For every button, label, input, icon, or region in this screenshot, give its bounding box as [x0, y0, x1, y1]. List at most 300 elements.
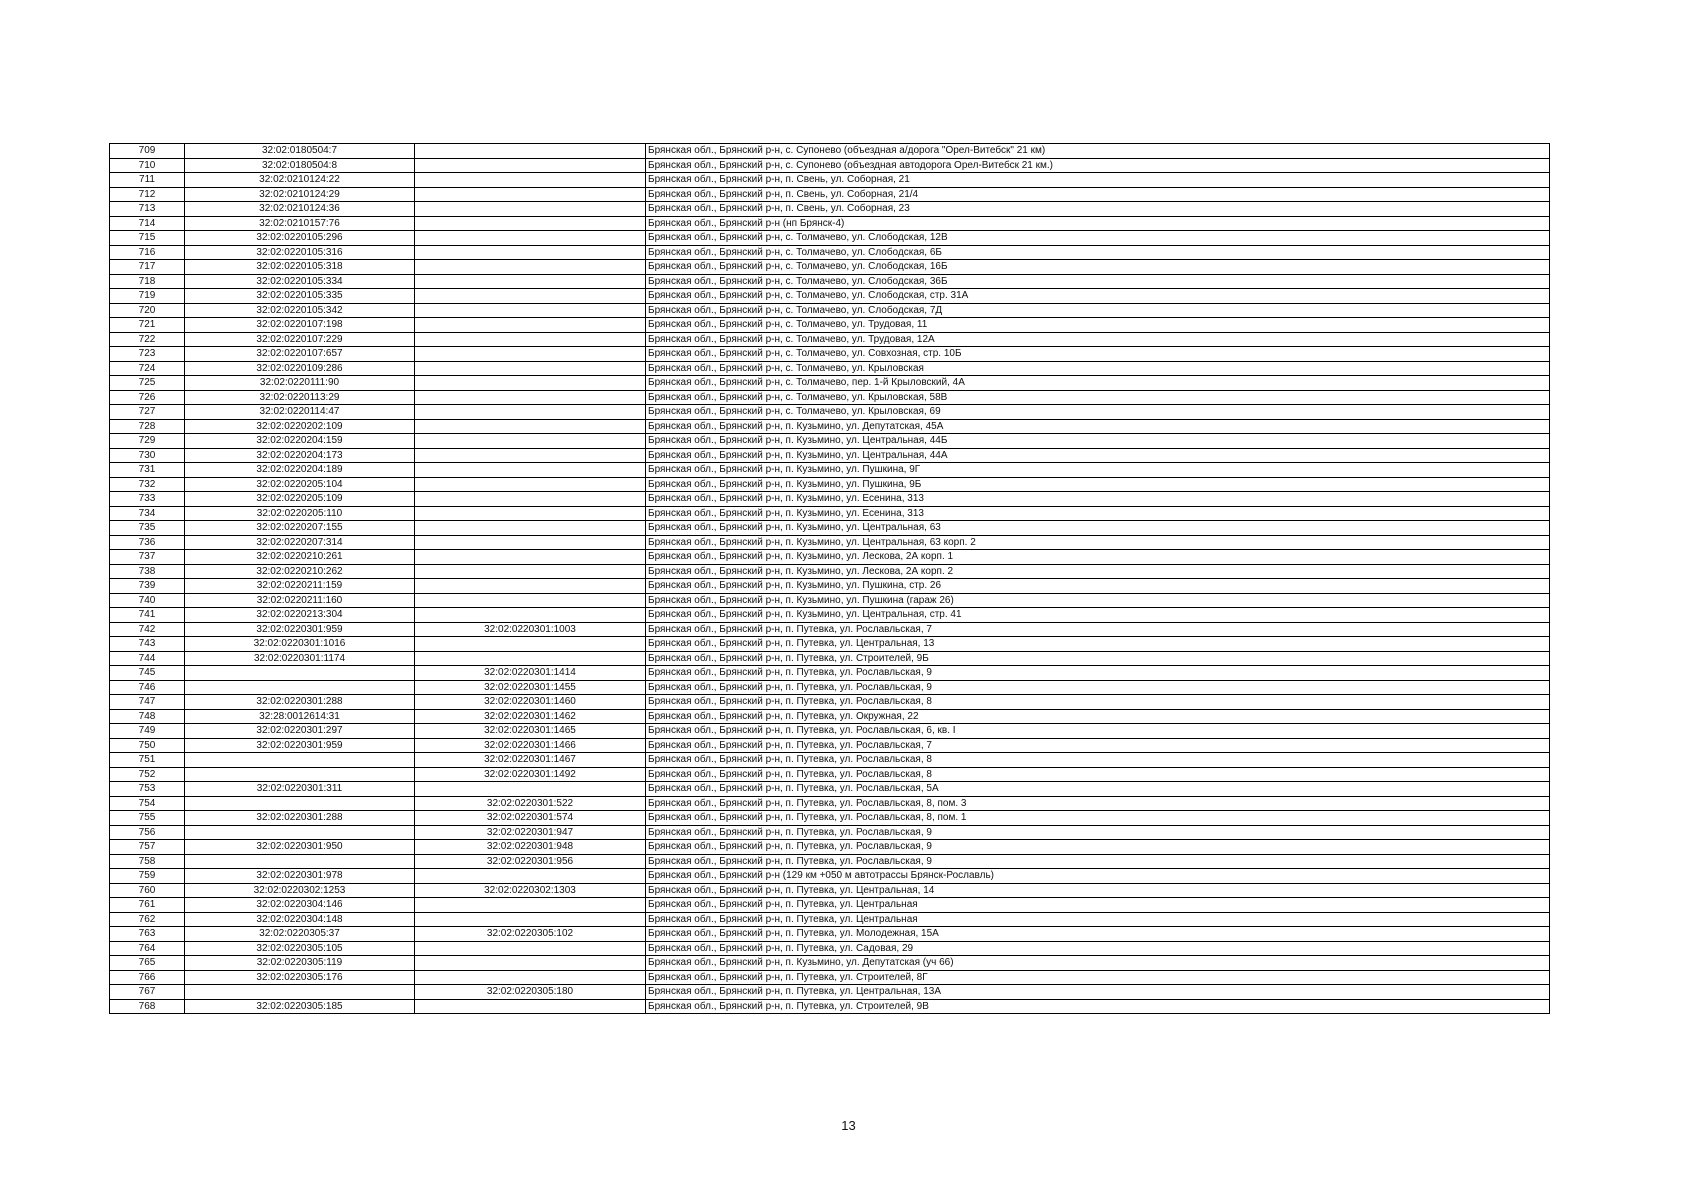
object-number-cell — [415, 448, 646, 463]
cadastral-number-cell: 32:02:0220301:959 — [185, 738, 415, 753]
address-cell: Брянская обл., Брянский р-н, с. Толмачево, ул. Крыловская, 58В — [646, 390, 1550, 405]
table-row — [110, 796, 1550, 811]
row-number-cell: 747 — [110, 695, 185, 710]
row-number-cell: 754 — [110, 796, 185, 811]
object-number-cell — [415, 173, 646, 188]
row-number-cell: 722 — [110, 332, 185, 347]
table-row — [110, 390, 1550, 405]
address-cell: Брянская обл., Брянский р-н, п. Путевка, ул. Рославльская, 9 — [646, 666, 1550, 681]
table-row — [110, 231, 1550, 246]
cadastral-number-cell: 32:02:0220205:109 — [185, 492, 415, 507]
address-cell: Брянская обл., Брянский р-н, п. Кузьмино, ул. Пушкина, 9Б — [646, 477, 1550, 492]
row-number-cell: 728 — [110, 419, 185, 434]
address-cell: Брянская обл., Брянский р-н, с. Толмачево, ул. Трудовая, 12А — [646, 332, 1550, 347]
cadastral-number-cell — [185, 666, 415, 681]
cadastral-number-cell: 32:02:0220210:261 — [185, 550, 415, 565]
address-cell: Брянская обл., Брянский р-н, п. Кузьмино, ул. Лескова, 2А корп. 1 — [646, 550, 1550, 565]
row-number-cell: 726 — [110, 390, 185, 405]
table-row — [110, 622, 1550, 637]
table-row — [110, 782, 1550, 797]
address-cell: Брянская обл., Брянский р-н, п. Кузьмино, ул. Пушкина (гараж 26) — [646, 593, 1550, 608]
object-number-cell: 32:02:0220301:1462 — [415, 709, 646, 724]
address-cell: Брянская обл., Брянский р-н, п. Путевка, ул. Садовая, 29 — [646, 941, 1550, 956]
address-cell: Брянская обл., Брянский р-н, п. Кузьмино, ул. Лескова, 2А корп. 2 — [646, 564, 1550, 579]
address-cell: Брянская обл., Брянский р-н, п. Кузьмино, ул. Пушкина, стр. 26 — [646, 579, 1550, 594]
cadastral-number-cell: 32:02:0220301:950 — [185, 840, 415, 855]
address-cell: Брянская обл., Брянский р-н, п. Путевка, ул. Центральная — [646, 912, 1550, 927]
table-row — [110, 680, 1550, 695]
row-number-cell: 736 — [110, 535, 185, 550]
row-number-cell: 746 — [110, 680, 185, 695]
row-number-cell: 749 — [110, 724, 185, 739]
table-row — [110, 593, 1550, 608]
object-number-cell: 32:02:0220301:1467 — [415, 753, 646, 768]
table-row — [110, 651, 1550, 666]
table-row — [110, 767, 1550, 782]
row-number-cell: 755 — [110, 811, 185, 826]
table-row — [110, 173, 1550, 188]
table-row — [110, 738, 1550, 753]
table-row — [110, 825, 1550, 840]
cadastral-number-cell: 32:02:0220205:104 — [185, 477, 415, 492]
cadastral-number-cell: 32:02:0220207:314 — [185, 535, 415, 550]
row-number-cell: 750 — [110, 738, 185, 753]
cadastral-number-cell — [185, 796, 415, 811]
table-row — [110, 999, 1550, 1014]
table-row — [110, 883, 1550, 898]
object-number-cell — [415, 434, 646, 449]
row-number-cell: 759 — [110, 869, 185, 884]
row-number-cell: 748 — [110, 709, 185, 724]
object-number-cell — [415, 782, 646, 797]
object-number-cell: 32:02:0220301:1492 — [415, 767, 646, 782]
cadastral-number-cell — [185, 767, 415, 782]
object-number-cell — [415, 970, 646, 985]
row-number-cell: 725 — [110, 376, 185, 391]
table-row — [110, 303, 1550, 318]
row-number-cell: 745 — [110, 666, 185, 681]
table-row — [110, 912, 1550, 927]
table-row — [110, 550, 1550, 565]
row-number-cell: 714 — [110, 216, 185, 231]
row-number-cell: 715 — [110, 231, 185, 246]
address-cell: Брянская обл., Брянский р-н, п. Путевка, ул. Строителей, 9Б — [646, 651, 1550, 666]
cadastral-number-cell: 32:02:0220105:342 — [185, 303, 415, 318]
cadastral-number-cell: 32:02:0220301:978 — [185, 869, 415, 884]
address-cell: Брянская обл., Брянский р-н, п. Кузьмино, ул. Центральная, 44А — [646, 448, 1550, 463]
object-number-cell — [415, 593, 646, 608]
object-number-cell — [415, 289, 646, 304]
cadastral-number-cell: 32:02:0220107:198 — [185, 318, 415, 333]
table-row — [110, 260, 1550, 275]
table-row — [110, 274, 1550, 289]
table-row — [110, 869, 1550, 884]
address-cell: Брянская обл., Брянский р-н, п. Путевка, ул. Рославльская, 6, кв. I — [646, 724, 1550, 739]
row-number-cell: 734 — [110, 506, 185, 521]
address-cell: Брянская обл., Брянский р-н, п. Кузьмино, ул. Депутатская (уч 66) — [646, 956, 1550, 971]
object-number-cell: 32:02:0220301:1003 — [415, 622, 646, 637]
cadastral-number-cell: 32:02:0220204:159 — [185, 434, 415, 449]
address-cell: Брянская обл., Брянский р-н, п. Кузьмино, ул. Есенина, 313 — [646, 492, 1550, 507]
table-row — [110, 187, 1550, 202]
row-number-cell: 766 — [110, 970, 185, 985]
address-cell: Брянская обл., Брянский р-н, п. Кузьмино, ул. Центральная, 63 — [646, 521, 1550, 536]
object-number-cell — [415, 492, 646, 507]
table-row — [110, 666, 1550, 681]
table-row — [110, 463, 1550, 478]
cadastral-number-cell: 32:02:0220301:288 — [185, 811, 415, 826]
row-number-cell: 741 — [110, 608, 185, 623]
address-cell: Брянская обл., Брянский р-н, с. Толмачево, ул. Слободская, 6Б — [646, 245, 1550, 260]
address-cell: Брянская обл., Брянский р-н, п. Путевка, ул. Центральная, 14 — [646, 883, 1550, 898]
cadastral-number-cell: 32:02:0220107:229 — [185, 332, 415, 347]
cadastral-number-cell: 32:02:0220109:286 — [185, 361, 415, 376]
table-row — [110, 405, 1550, 420]
cadastral-number-cell — [185, 680, 415, 695]
address-cell: Брянская обл., Брянский р-н, п. Кузьмино, ул. Центральная, стр. 41 — [646, 608, 1550, 623]
row-number-cell: 729 — [110, 434, 185, 449]
cadastral-number-cell: 32:28:0012614:31 — [185, 709, 415, 724]
table-row — [110, 419, 1550, 434]
address-cell: Брянская обл., Брянский р-н, с. Толмачево, ул. Слободская, 16Б — [646, 260, 1550, 275]
row-number-cell: 732 — [110, 477, 185, 492]
table-row — [110, 448, 1550, 463]
address-cell: Брянская обл., Брянский р-н, п. Путевка, ул. Молодежная, 15А — [646, 927, 1550, 942]
cadastral-number-cell: 32:02:0220301:1016 — [185, 637, 415, 652]
object-number-cell — [415, 550, 646, 565]
object-number-cell — [415, 608, 646, 623]
cadastral-number-cell: 32:02:0220114:47 — [185, 405, 415, 420]
object-number-cell: 32:02:0220302:1303 — [415, 883, 646, 898]
address-cell: Брянская обл., Брянский р-н, п. Путевка, ул. Строителей, 9В — [646, 999, 1550, 1014]
cadastral-number-cell: 32:02:0220105:318 — [185, 260, 415, 275]
address-cell: Брянская обл., Брянский р-н, п. Путевка, ул. Рославльская, 7 — [646, 738, 1550, 753]
object-number-cell — [415, 390, 646, 405]
object-number-cell — [415, 637, 646, 652]
table-row — [110, 695, 1550, 710]
table-row — [110, 506, 1550, 521]
address-cell: Брянская обл., Брянский р-н, п. Путевка, ул. Рославльская, 9 — [646, 680, 1550, 695]
object-number-cell: 32:02:0220301:1455 — [415, 680, 646, 695]
address-cell: Брянская обл., Брянский р-н, п. Путевка, ул. Рославльская, 9 — [646, 854, 1550, 869]
address-cell: Брянская обл., Брянский р-н, п. Путевка, ул. Центральная, 13А — [646, 985, 1550, 1000]
table-row — [110, 477, 1550, 492]
row-number-cell: 718 — [110, 274, 185, 289]
address-cell: Брянская обл., Брянский р-н, п. Путевка, ул. Рославльская, 8 — [646, 695, 1550, 710]
object-number-cell — [415, 202, 646, 217]
table-row — [110, 970, 1550, 985]
object-number-cell — [415, 419, 646, 434]
cadastral-number-cell: 32:02:0220301:297 — [185, 724, 415, 739]
row-number-cell: 727 — [110, 405, 185, 420]
object-number-cell — [415, 463, 646, 478]
page-number: 13 — [841, 1118, 856, 1133]
object-number-cell: 32:02:0220301:1460 — [415, 695, 646, 710]
cadastral-number-cell: 32:02:0220305:119 — [185, 956, 415, 971]
table-row — [110, 985, 1550, 1000]
address-cell: Брянская обл., Брянский р-н, п. Путевка, ул. Центральная — [646, 898, 1550, 913]
address-cell: Брянская обл., Брянский р-н, п. Путевка, ул. Рославльская, 7 — [646, 622, 1550, 637]
row-number-cell: 713 — [110, 202, 185, 217]
row-number-cell: 768 — [110, 999, 185, 1014]
cadastral-number-cell: 32:02:0220211:160 — [185, 593, 415, 608]
table-row — [110, 245, 1550, 260]
row-number-cell: 743 — [110, 637, 185, 652]
cadastral-number-cell: 32:02:0220202:109 — [185, 419, 415, 434]
object-number-cell — [415, 564, 646, 579]
cadastral-number-cell — [185, 854, 415, 869]
cadastral-number-cell: 32:02:0210124:22 — [185, 173, 415, 188]
cadastral-number-cell: 32:02:0210124:29 — [185, 187, 415, 202]
address-cell: Брянская обл., Брянский р-н, п. Кузьмино, ул. Центральная, 63 корп. 2 — [646, 535, 1550, 550]
object-number-cell — [415, 477, 646, 492]
address-cell: Брянская обл., Брянский р-н, с. Толмачево, ул. Слободская, 7Д — [646, 303, 1550, 318]
cadastral-number-cell: 32:02:0220204:173 — [185, 448, 415, 463]
object-number-cell: 32:02:0220301:1414 — [415, 666, 646, 681]
cadastral-number-cell: 32:02:0220105:335 — [185, 289, 415, 304]
row-number-cell: 721 — [110, 318, 185, 333]
object-number-cell — [415, 303, 646, 318]
table-row — [110, 956, 1550, 971]
cadastral-number-cell: 32:02:0220305:176 — [185, 970, 415, 985]
cadastral-number-cell: 32:02:0220107:657 — [185, 347, 415, 362]
cadastral-number-cell: 32:02:0220204:189 — [185, 463, 415, 478]
row-number-cell: 711 — [110, 173, 185, 188]
row-number-cell: 735 — [110, 521, 185, 536]
address-cell: Брянская обл., Брянский р-н, п. Путевка, ул. Рославльская, 8, пом. 3 — [646, 796, 1550, 811]
table-row — [110, 724, 1550, 739]
cadastral-table — [109, 143, 1550, 1014]
cadastral-number-cell: 32:02:0210157:76 — [185, 216, 415, 231]
row-number-cell: 753 — [110, 782, 185, 797]
address-cell: Брянская обл., Брянский р-н, п. Путевка, ул. Центральная, 13 — [646, 637, 1550, 652]
row-number-cell: 737 — [110, 550, 185, 565]
object-number-cell — [415, 912, 646, 927]
cadastral-number-cell: 32:02:0220305:37 — [185, 927, 415, 942]
cadastral-number-cell — [185, 985, 415, 1000]
object-number-cell — [415, 506, 646, 521]
address-cell: Брянская обл., Брянский р-н, п. Путевка, ул. Рославльская, 5А — [646, 782, 1550, 797]
row-number-cell: 767 — [110, 985, 185, 1000]
cadastral-number-cell: 32:02:0220305:105 — [185, 941, 415, 956]
address-cell: Брянская обл., Брянский р-н (нп Брянск-4) — [646, 216, 1550, 231]
cadastral-number-cell: 32:02:0220105:334 — [185, 274, 415, 289]
cadastral-number-cell: 32:02:0220301:288 — [185, 695, 415, 710]
row-number-cell: 723 — [110, 347, 185, 362]
cadastral-number-cell — [185, 753, 415, 768]
table-row — [110, 347, 1550, 362]
object-number-cell — [415, 535, 646, 550]
address-cell: Брянская обл., Брянский р-н, с. Толмачево, ул. Слободская, 12В — [646, 231, 1550, 246]
address-cell: Брянская обл., Брянский р-н, п. Путевка, ул. Рославльская, 8 — [646, 753, 1550, 768]
object-number-cell — [415, 216, 646, 231]
table-row — [110, 376, 1550, 391]
object-number-cell — [415, 231, 646, 246]
table-row — [110, 434, 1550, 449]
table-row — [110, 811, 1550, 826]
object-number-cell — [415, 347, 646, 362]
address-cell: Брянская обл., Брянский р-н, п. Путевка, ул. Окружная, 22 — [646, 709, 1550, 724]
cadastral-number-cell: 32:02:0180504:7 — [185, 144, 415, 159]
address-cell: Брянская обл., Брянский р-н, с. Супонево (объездная автодорога Орел-Витебск 21 км.) — [646, 158, 1550, 173]
table-row — [110, 158, 1550, 173]
table-row — [110, 318, 1550, 333]
object-number-cell: 32:02:0220301:1465 — [415, 724, 646, 739]
object-number-cell: 32:02:0220305:102 — [415, 927, 646, 942]
row-number-cell: 739 — [110, 579, 185, 594]
object-number-cell — [415, 318, 646, 333]
object-number-cell — [415, 376, 646, 391]
address-cell: Брянская обл., Брянский р-н, п. Путевка, ул. Рославльская, 8, пом. 1 — [646, 811, 1550, 826]
row-number-cell: 730 — [110, 448, 185, 463]
row-number-cell: 712 — [110, 187, 185, 202]
table-row — [110, 535, 1550, 550]
object-number-cell: 32:02:0220301:1466 — [415, 738, 646, 753]
table-body — [110, 144, 1550, 1014]
table-row — [110, 361, 1550, 376]
cadastral-number-cell: 32:02:0220205:110 — [185, 506, 415, 521]
address-cell: Брянская обл., Брянский р-н, п. Свень, ул. Соборная, 21 — [646, 173, 1550, 188]
address-cell: Брянская обл., Брянский р-н, п. Кузьмино, ул. Есенина, 313 — [646, 506, 1550, 521]
object-number-cell — [415, 332, 646, 347]
row-number-cell: 763 — [110, 927, 185, 942]
address-cell: Брянская обл., Брянский р-н, п. Путевка, ул. Строителей, 8Г — [646, 970, 1550, 985]
cadastral-number-cell: 32:02:0220113:29 — [185, 390, 415, 405]
row-number-cell: 710 — [110, 158, 185, 173]
cadastral-number-cell: 32:02:0220105:296 — [185, 231, 415, 246]
table-row — [110, 202, 1550, 217]
row-number-cell: 724 — [110, 361, 185, 376]
table-row — [110, 144, 1550, 159]
address-cell: Брянская обл., Брянский р-н, п. Путевка, ул. Рославльская, 9 — [646, 825, 1550, 840]
row-number-cell: 719 — [110, 289, 185, 304]
cadastral-number-cell: 32:02:0220304:146 — [185, 898, 415, 913]
table-row — [110, 709, 1550, 724]
object-number-cell — [415, 999, 646, 1014]
object-number-cell — [415, 260, 646, 275]
object-number-cell — [415, 405, 646, 420]
row-number-cell: 740 — [110, 593, 185, 608]
address-cell: Брянская обл., Брянский р-н, с. Супонево (объездная а/дорога "Орел-Витебск" 21 км) — [646, 144, 1550, 159]
row-number-cell: 709 — [110, 144, 185, 159]
object-number-cell — [415, 579, 646, 594]
object-number-cell: 32:02:0220301:948 — [415, 840, 646, 855]
row-number-cell: 764 — [110, 941, 185, 956]
object-number-cell — [415, 245, 646, 260]
cadastral-number-cell: 32:02:0220210:262 — [185, 564, 415, 579]
cadastral-number-cell: 32:02:0220111:90 — [185, 376, 415, 391]
cadastral-number-cell: 32:02:0220105:316 — [185, 245, 415, 260]
table-row — [110, 941, 1550, 956]
row-number-cell: 758 — [110, 854, 185, 869]
table-row — [110, 753, 1550, 768]
cadastral-number-cell: 32:02:0210124:36 — [185, 202, 415, 217]
object-number-cell: 32:02:0220301:522 — [415, 796, 646, 811]
cadastral-number-cell: 32:02:0220301:1174 — [185, 651, 415, 666]
table-row — [110, 216, 1550, 231]
address-cell: Брянская обл., Брянский р-н, п. Свень, ул. Соборная, 21/4 — [646, 187, 1550, 202]
table-row — [110, 927, 1550, 942]
table-row — [110, 564, 1550, 579]
cadastral-number-cell: 32:02:0220302:1253 — [185, 883, 415, 898]
cadastral-number-cell: 32:02:0220207:155 — [185, 521, 415, 536]
object-number-cell — [415, 898, 646, 913]
object-number-cell — [415, 956, 646, 971]
object-number-cell — [415, 361, 646, 376]
address-cell: Брянская обл., Брянский р-н, с. Толмачево, пер. 1-й Крыловский, 4А — [646, 376, 1550, 391]
object-number-cell: 32:02:0220301:574 — [415, 811, 646, 826]
object-number-cell — [415, 274, 646, 289]
cadastral-number-cell: 32:02:0220211:159 — [185, 579, 415, 594]
address-cell: Брянская обл., Брянский р-н, п. Кузьмино, ул. Пушкина, 9Г — [646, 463, 1550, 478]
cadastral-number-cell: 32:02:0220301:311 — [185, 782, 415, 797]
address-cell: Брянская обл., Брянский р-н, п. Путевка, ул. Рославльская, 8 — [646, 767, 1550, 782]
address-cell: Брянская обл., Брянский р-н, с. Толмачево, ул. Крыловская, 69 — [646, 405, 1550, 420]
cadastral-number-cell: 32:02:0220305:185 — [185, 999, 415, 1014]
row-number-cell: 751 — [110, 753, 185, 768]
object-number-cell: 32:02:0220301:956 — [415, 854, 646, 869]
address-cell: Брянская обл., Брянский р-н, п. Путевка, ул. Рославльская, 9 — [646, 840, 1550, 855]
row-number-cell: 760 — [110, 883, 185, 898]
cadastral-number-cell: 32:02:0220213:304 — [185, 608, 415, 623]
address-cell: Брянская обл., Брянский р-н, п. Свень, ул. Соборная, 23 — [646, 202, 1550, 217]
row-number-cell: 744 — [110, 651, 185, 666]
row-number-cell: 756 — [110, 825, 185, 840]
row-number-cell: 716 — [110, 245, 185, 260]
object-number-cell: 32:02:0220301:947 — [415, 825, 646, 840]
row-number-cell: 765 — [110, 956, 185, 971]
address-cell: Брянская обл., Брянский р-н (129 км +050 м автотрассы Брянск-Рославль) — [646, 869, 1550, 884]
object-number-cell: 32:02:0220305:180 — [415, 985, 646, 1000]
object-number-cell — [415, 651, 646, 666]
table-row — [110, 332, 1550, 347]
row-number-cell: 731 — [110, 463, 185, 478]
object-number-cell — [415, 144, 646, 159]
address-cell: Брянская обл., Брянский р-н, с. Толмачево, ул. Слободская, стр. 31А — [646, 289, 1550, 304]
address-cell: Брянская обл., Брянский р-н, п. Кузьмино, ул. Депутатская, 45А — [646, 419, 1550, 434]
row-number-cell: 733 — [110, 492, 185, 507]
address-cell: Брянская обл., Брянский р-н, п. Кузьмино, ул. Центральная, 44Б — [646, 434, 1550, 449]
address-cell: Брянская обл., Брянский р-н, с. Толмачево, ул. Крыловская — [646, 361, 1550, 376]
object-number-cell — [415, 941, 646, 956]
row-number-cell: 717 — [110, 260, 185, 275]
object-number-cell — [415, 521, 646, 536]
table-row — [110, 579, 1550, 594]
cadastral-number-cell — [185, 825, 415, 840]
address-cell: Брянская обл., Брянский р-н, с. Толмачево, ул. Совхозная, стр. 10Б — [646, 347, 1550, 362]
row-number-cell: 742 — [110, 622, 185, 637]
row-number-cell: 761 — [110, 898, 185, 913]
row-number-cell: 762 — [110, 912, 185, 927]
table-row — [110, 898, 1550, 913]
object-number-cell — [415, 869, 646, 884]
row-number-cell: 752 — [110, 767, 185, 782]
table-row — [110, 840, 1550, 855]
object-number-cell — [415, 187, 646, 202]
address-cell: Брянская обл., Брянский р-н, с. Толмачево, ул. Трудовая, 11 — [646, 318, 1550, 333]
table-row — [110, 608, 1550, 623]
cadastral-number-cell: 32:02:0220304:148 — [185, 912, 415, 927]
row-number-cell: 738 — [110, 564, 185, 579]
object-number-cell — [415, 158, 646, 173]
table-row — [110, 289, 1550, 304]
table-row — [110, 521, 1550, 536]
cadastral-number-cell: 32:02:0180504:8 — [185, 158, 415, 173]
table-row — [110, 492, 1550, 507]
row-number-cell: 720 — [110, 303, 185, 318]
row-number-cell: 757 — [110, 840, 185, 855]
table-row — [110, 854, 1550, 869]
